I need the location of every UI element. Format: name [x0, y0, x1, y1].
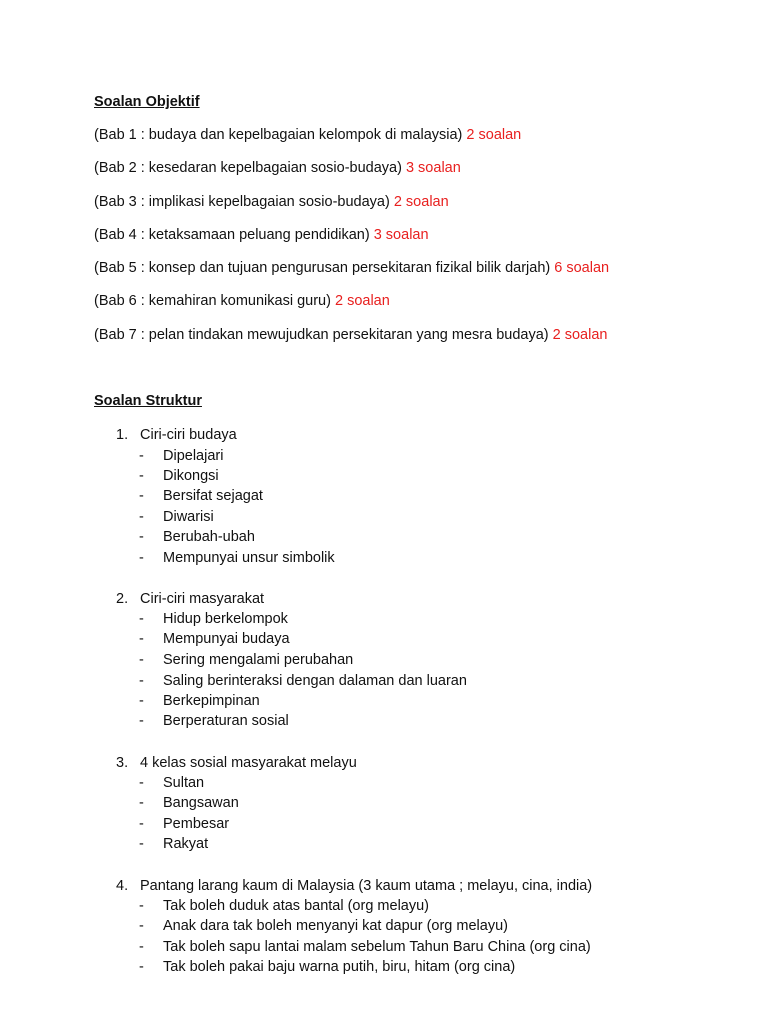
list-item — [139, 630, 290, 648]
list-item-text: Dipelajari — [163, 448, 224, 464]
dash-bullet: - — [139, 488, 144, 504]
list-item — [139, 467, 219, 485]
bab-text: (Bab 5 : konsep dan tujuan pengurusan persekitaran fizikal bilik darjah) — [94, 260, 551, 276]
bab-line — [94, 292, 390, 310]
dash-bullet: - — [139, 631, 144, 647]
dash-bullet: - — [139, 693, 144, 709]
list-item-text: Tak boleh sapu lantai malam sebelum Tahun Baru China (org cina) — [163, 939, 591, 955]
list-item-text: Diwarisi — [163, 509, 214, 525]
list-item — [139, 487, 263, 505]
bab-line — [94, 326, 607, 344]
list-item-text: Sultan — [163, 775, 205, 791]
dash-bullet: - — [139, 713, 144, 729]
question-item — [116, 877, 592, 895]
list-item — [139, 508, 214, 526]
bab-count: 2 soalan — [393, 194, 449, 210]
list-item-text: Hidup berkelompok — [163, 611, 288, 627]
bab-line — [94, 259, 609, 277]
question-number: 2. — [116, 591, 129, 607]
list-item — [139, 794, 239, 812]
question-number: 1. — [116, 427, 129, 443]
bab-line — [94, 159, 461, 177]
list-item — [139, 610, 288, 628]
bab-count: 3 soalan — [405, 160, 461, 176]
bab-text: (Bab 2 : kesedaran kepelbagaian sosio-budaya) — [94, 160, 402, 176]
bab-count: 3 soalan — [373, 227, 429, 243]
bab-count: 6 soalan — [554, 260, 610, 276]
question-title: Ciri-ciri masyarakat — [140, 591, 265, 607]
dash-bullet: - — [139, 611, 144, 627]
question-title: 4 kelas sosial masyarakat melayu — [140, 755, 357, 771]
dash-bullet: - — [139, 816, 144, 832]
dash-bullet: - — [139, 918, 144, 934]
bab-text: (Bab 1 : budaya dan kepelbagaian kelompok di malaysia) — [94, 127, 463, 143]
list-item-text: Anak dara tak boleh menyanyi kat dapur (org melayu) — [163, 918, 508, 934]
list-item — [139, 835, 208, 853]
dash-bullet: - — [139, 959, 144, 975]
list-item — [139, 774, 204, 792]
list-item-text: Sering mengalami perubahan — [163, 652, 354, 668]
dash-bullet: - — [139, 898, 144, 914]
list-item-text: Mempunyai unsur simbolik — [163, 550, 335, 566]
list-item-text: Pembesar — [163, 816, 230, 832]
dash-bullet: - — [139, 775, 144, 791]
question-title: Ciri-ciri budaya — [140, 427, 237, 443]
dash-bullet: - — [139, 836, 144, 852]
list-item — [139, 712, 289, 730]
question-item — [116, 754, 357, 772]
list-item-text: Berperaturan sosial — [163, 713, 289, 729]
list-item-text: Bangsawan — [163, 795, 239, 811]
list-item-text: Berkepimpinan — [163, 693, 260, 709]
dash-bullet: - — [139, 529, 144, 545]
list-item — [139, 938, 591, 956]
list-item — [139, 897, 429, 915]
bab-line — [94, 126, 521, 144]
dash-bullet: - — [139, 468, 144, 484]
bab-count: 2 soalan — [334, 293, 390, 309]
list-item — [139, 651, 353, 669]
dash-bullet: - — [139, 673, 144, 689]
dash-bullet: - — [139, 939, 144, 955]
struktur-heading: Soalan Struktur — [94, 393, 202, 409]
list-item-text: Saling berinteraksi dengan dalaman dan luaran — [163, 673, 467, 689]
question-item — [116, 590, 264, 608]
question-number: 3. — [116, 755, 129, 771]
dash-bullet: - — [139, 795, 144, 811]
list-item — [139, 672, 467, 690]
dash-bullet: - — [139, 652, 144, 668]
bab-text: (Bab 4 : ketaksamaan peluang pendidikan) — [94, 227, 370, 243]
list-item-text: Tak boleh pakai baju warna putih, biru, hitam (org cina) — [163, 959, 516, 975]
list-item — [139, 447, 223, 465]
question-number: 4. — [116, 878, 129, 894]
list-item-text: Rakyat — [163, 836, 209, 852]
dash-bullet: - — [139, 509, 144, 525]
question-title: Pantang larang kaum di Malaysia (3 kaum utama ; melayu, cina, india) — [140, 878, 593, 894]
bab-text: (Bab 3 : implikasi kepelbagaian sosio-budaya) — [94, 194, 390, 210]
bab-count: 2 soalan — [552, 327, 608, 343]
list-item-text: Tak boleh duduk atas bantal (org melayu) — [163, 898, 429, 914]
dash-bullet: - — [139, 550, 144, 566]
bab-count: 2 soalan — [466, 127, 522, 143]
list-item — [139, 692, 260, 710]
list-item-text: Mempunyai budaya — [163, 631, 290, 647]
list-item-text: Dikongsi — [163, 468, 219, 484]
list-item-text: Berubah-ubah — [163, 529, 255, 545]
list-item — [139, 549, 335, 567]
bab-line — [94, 193, 449, 211]
list-item — [139, 917, 508, 935]
list-item — [139, 815, 229, 833]
objektif-heading: Soalan Objektif — [94, 94, 200, 110]
list-item — [139, 958, 515, 976]
bab-text: (Bab 6 : kemahiran komunikasi guru) — [94, 293, 331, 309]
question-item — [116, 426, 237, 444]
bab-line — [94, 226, 429, 244]
list-item — [139, 528, 255, 546]
bab-text: (Bab 7 : pelan tindakan mewujudkan persekitaran yang mesra budaya) — [94, 327, 549, 343]
list-item-text: Bersifat sejagat — [163, 488, 263, 504]
dash-bullet: - — [139, 448, 144, 464]
